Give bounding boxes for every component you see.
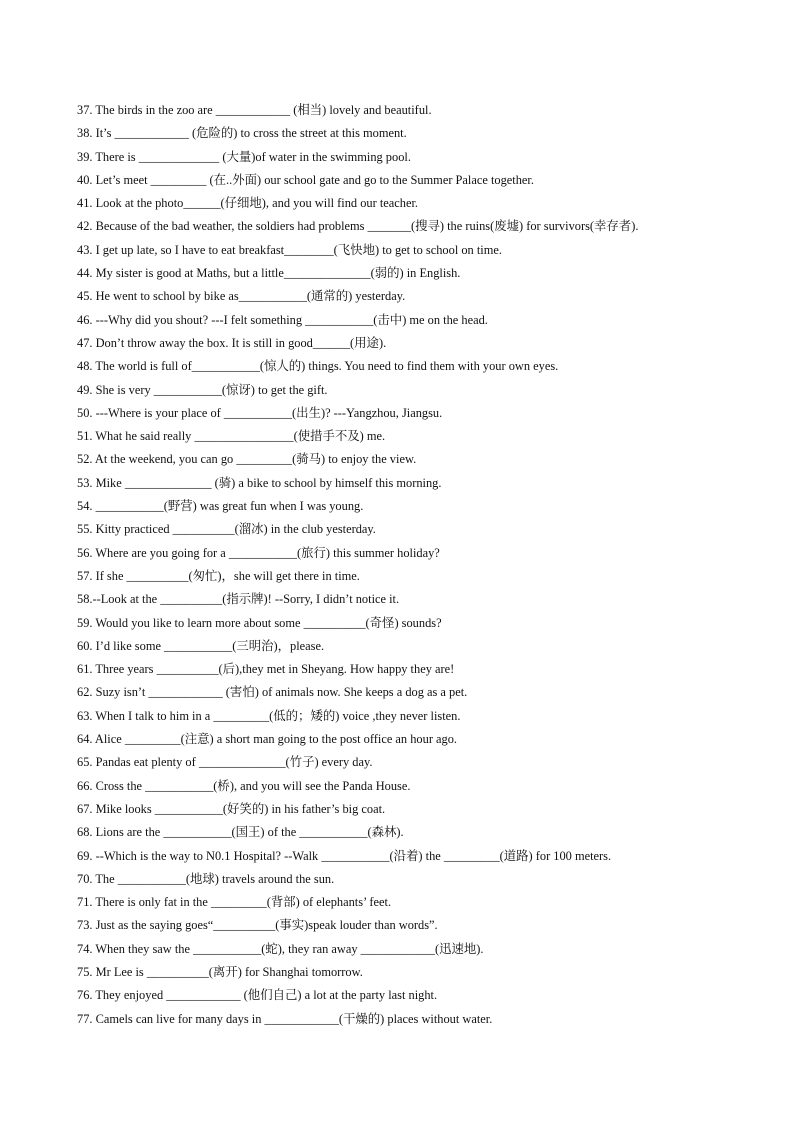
question-53: 53. Mike ______________ (骑) a bike to school by himself this morning.	[77, 475, 442, 490]
question-42: 42. Because of the bad weather, the soldiers had problems _______(搜寻) the ruins(废墟) for survivors(幸存者).	[77, 219, 639, 234]
question-76: 76. They enjoyed ____________ (他们自己) a lot at the party last night.	[77, 988, 438, 1003]
question-37: 37. The birds in the zoo are ____________ (相当) lovely and beautiful.	[77, 103, 432, 117]
question-59: 59. Would you like to learn more about some __________(奇怪) sounds?	[77, 615, 442, 630]
question-63: 63. When I talk to him in a _________(低的；矮的) voice ,they never listen.	[77, 708, 461, 723]
question-67: 67. Mike looks ___________(好笑的) in his father’s big coat.	[77, 801, 386, 816]
question-40: 40. Let’s meet _________ (在..外面) our school gate and go to the Summer Palace together.	[77, 172, 534, 187]
question-56: 56. Where are you going for a ___________(旅行) this summer holiday?	[77, 545, 440, 560]
question-75: 75. Mr Lee is __________(离开) for Shanghai tomorrow.	[77, 964, 363, 979]
question-44: 44. My sister is good at Maths, but a little______________(弱的) in English.	[77, 266, 461, 281]
question-48: 48. The world is full of___________(惊人的) things. You need to find them with your own eyes.	[77, 359, 559, 374]
question-71: 71. There is only fat in the _________(背部) of elephants’ feet.	[77, 895, 392, 910]
question-65: 65. Pandas eat plenty of ______________(竹子) every day.	[77, 755, 373, 770]
question-52: 52. At the weekend, you can go _________(骑马) to enjoy the view.	[77, 452, 417, 467]
question-64: 64. Alice _________(注意) a short man going to the post office an hour ago.	[77, 732, 458, 747]
question-49: 49. She is very ___________(惊讶) to get the gift.	[77, 382, 328, 397]
question-68: 68. Lions are the ___________(国王) of the ___________(森林).	[77, 825, 404, 840]
question-list	[77, 99, 727, 1031]
question-61: 61. Three years __________(后),they met in Sheyang. How happy they are!	[77, 662, 455, 677]
question-58: 58.--Look at the __________(指示牌)! --Sorry, I didn’t notice it.	[77, 592, 400, 607]
question-77: 77. Camels can live for many days in ____________(干燥的) places without water.	[77, 1011, 493, 1026]
question-73: 73. Just as the saying goes“__________(事实)speak louder than words”.	[77, 918, 438, 933]
question-54: 54. ___________(野营) was great fun when I was young.	[77, 499, 364, 514]
question-43: 43. I get up late, so I have to eat breakfast________(飞快地) to get to school on time.	[77, 242, 502, 257]
question-70: 70. The ___________(地球) travels around the sun.	[77, 871, 335, 886]
question-38: 38. It’s ____________ (危险的) to cross the street at this moment.	[77, 126, 407, 141]
question-39: 39. There is _____________ (大量)of water in the swimming pool.	[77, 149, 411, 164]
question-41: 41. Look at the photo______(仔细地), and you will find our teacher.	[77, 196, 419, 211]
question-51: 51. What he said really ________________(使措手不及) me.	[77, 429, 386, 444]
question-57: 57. If she __________(匆忙)，she will get there in time.	[77, 568, 360, 583]
question-60: 60. I’d like some ___________(三明治)，please.	[77, 638, 325, 653]
question-74: 74. When they saw the ___________(蛇), they ran away ____________(迅速地).	[77, 941, 484, 956]
question-69: 69. --Which is the way to N0.1 Hospital? --Walk ___________(沿着) the _________(道路) for 100 meters.	[77, 848, 612, 863]
question-55: 55. Kitty practiced __________(溜冰) in the club yesterday.	[77, 522, 376, 537]
question-62: 62. Suzy isn’t ____________ (害怕) of animals now. She keeps a dog as a pet.	[77, 685, 468, 700]
question-47: 47. Don’t throw away the box. It is still in good______(用途).	[77, 335, 387, 350]
question-50: 50. ---Where is your place of ___________(出生)? ---Yangzhou, Jiangsu.	[77, 405, 443, 420]
question-66: 66. Cross the ___________(桥), and you will see the Panda House.	[77, 778, 411, 793]
question-45: 45. He went to school by bike as___________(通常的) yesterday.	[77, 289, 406, 304]
question-46: 46. ---Why did you shout? ---I felt something ___________(击中) me on the head.	[77, 312, 488, 327]
